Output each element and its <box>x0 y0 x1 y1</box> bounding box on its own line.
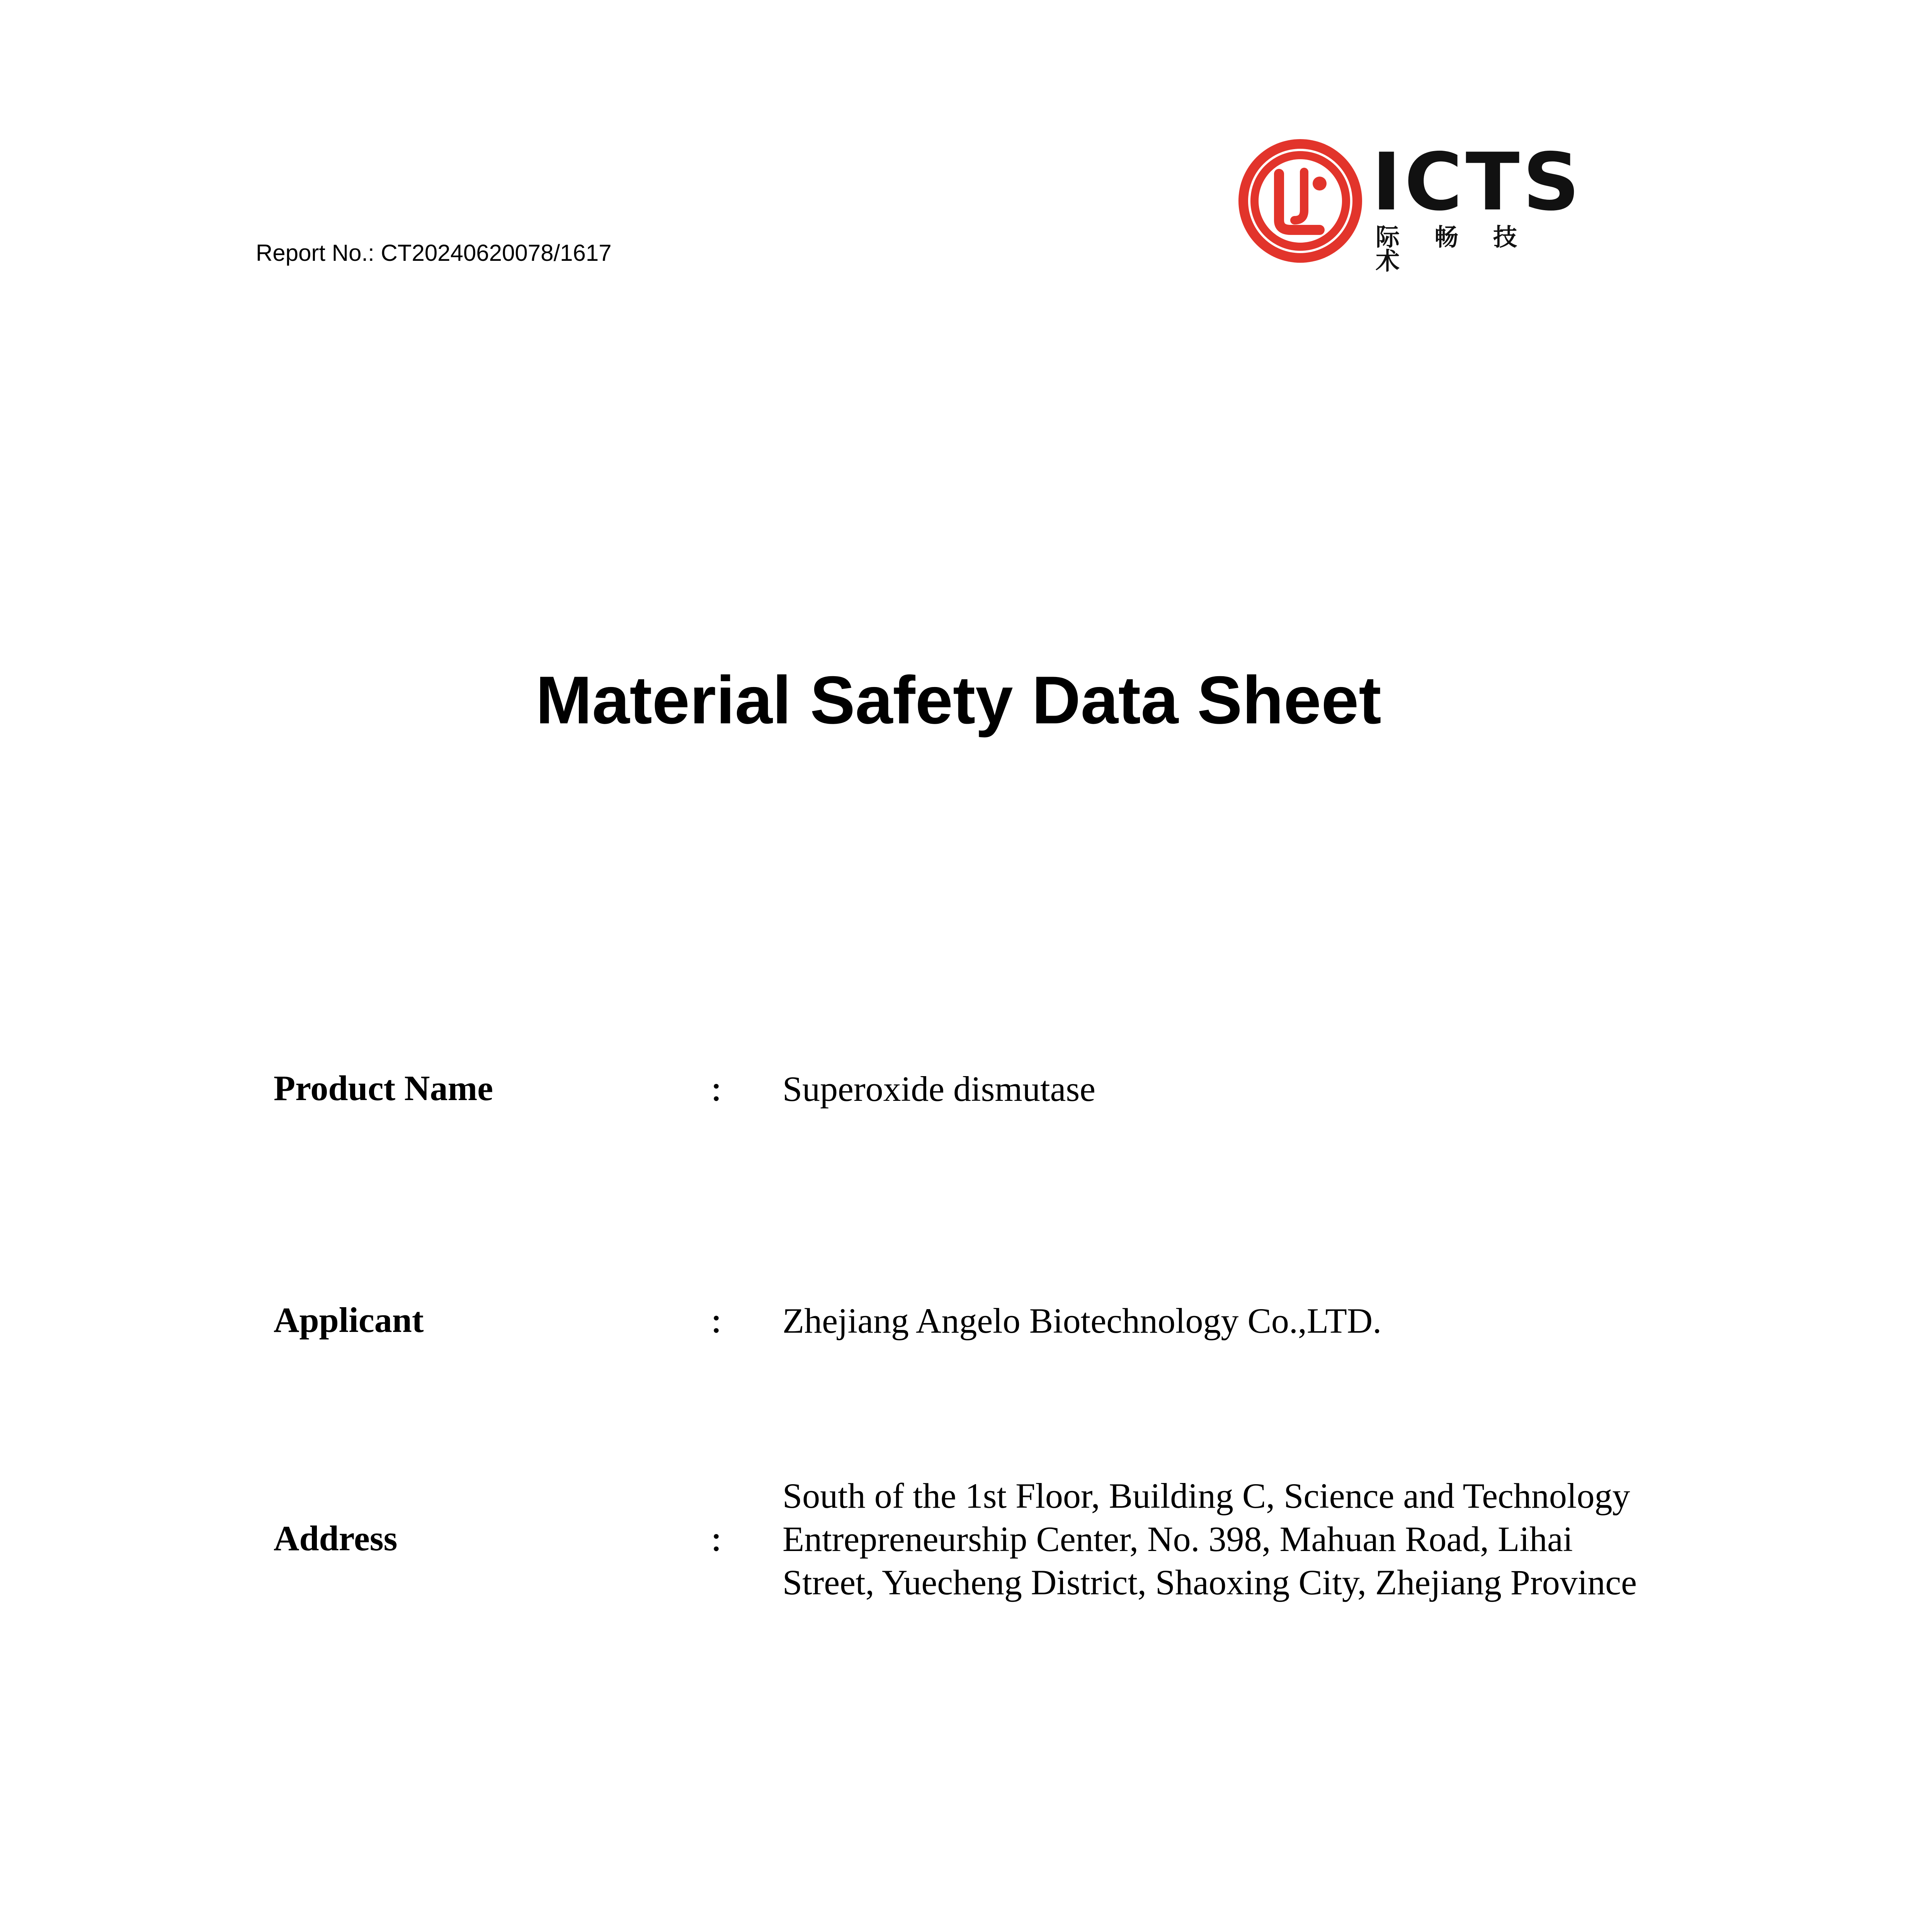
address-value <box>782 1474 1749 1604</box>
icts-logo <box>1237 136 1604 275</box>
applicant-label: Applicant <box>274 1300 424 1340</box>
product-name-label: Product Name <box>274 1068 493 1108</box>
address-line: Entrepreneurship Center, No. 398, Mahuan Road, Lihai <box>782 1519 1573 1559</box>
product-name-value: Superoxide dismutase <box>782 1069 1095 1109</box>
applicant-colon: ： <box>709 1306 740 1340</box>
address-colon: ： <box>709 1525 740 1559</box>
address-label: Address <box>274 1519 398 1558</box>
product-name-colon: ： <box>709 1075 740 1109</box>
applicant-value: Zhejiang Angelo Biotechnology Co.,LTD. <box>782 1301 1382 1340</box>
logo-wordmark: ICTS <box>1372 136 1583 228</box>
address-line: Street, Yuecheng District, Shaoxing City, Zhejiang Province <box>782 1563 1637 1602</box>
logo-chinese-subtitle: 际畅技术 <box>1376 223 1552 275</box>
address-line: South of the 1st Floor, Building C, Science and Technology <box>782 1476 1630 1515</box>
report-number: Report No.: CT20240620078/1617 <box>256 240 612 266</box>
document-title: Material Safety Data Sheet <box>536 663 1381 738</box>
icts-logo-emblem-icon <box>1237 137 1364 265</box>
